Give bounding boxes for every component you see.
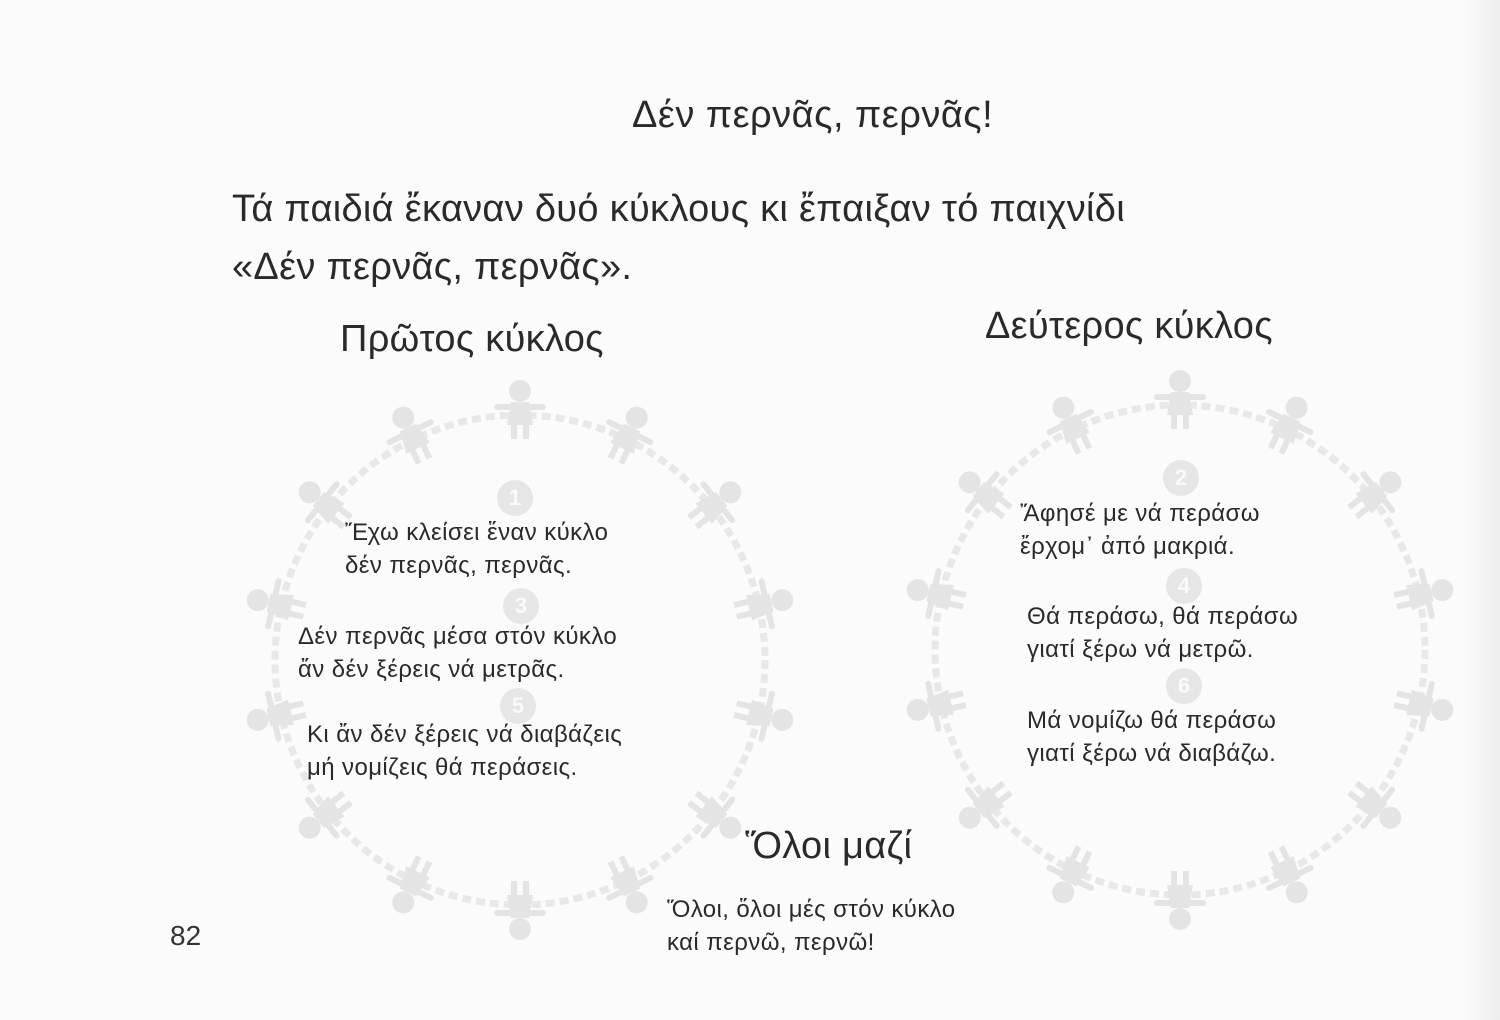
- child-figure-icon: [494, 881, 546, 940]
- verse-line: Θά περάσω, θά περάσω: [1027, 603, 1299, 630]
- child-figure-icon: [285, 777, 364, 854]
- verse-line: ἔρχομ᾽ ἀπό μακριά.: [1020, 533, 1236, 560]
- verse-number-badge: 4: [1166, 568, 1202, 604]
- verse-line: γιατί ξέρω νά μετρῶ.: [1027, 636, 1254, 663]
- all-together-verse: [667, 893, 956, 959]
- second-circle-heading: Δεύτερος κύκλος: [985, 305, 1273, 347]
- verse-number-badge: 6: [1166, 668, 1202, 704]
- verse-line: καί περνῶ, περνῶ!: [667, 929, 875, 956]
- child-figure-icon: [1154, 871, 1206, 930]
- verse-line: Κι ἄν δέν ξέρεις νά διαβάζεις: [307, 721, 623, 748]
- intro-line: «Δέν περνᾶς, περνᾶς».: [232, 246, 633, 288]
- verse-line: γιατί ξέρω νά διαβάζω.: [1027, 740, 1277, 767]
- verse-1: [345, 516, 608, 582]
- verse-number-badge: 5: [500, 688, 536, 724]
- all-together-heading: Ὅλοι μαζί: [745, 825, 913, 867]
- verse-line: Ἔχω κλείσει ἕναν κύκλο: [345, 519, 609, 546]
- child-figure-icon: [1252, 386, 1324, 462]
- intro-paragraph: [232, 180, 1125, 296]
- child-figure-icon: [677, 465, 756, 542]
- child-figure-icon: [375, 848, 447, 924]
- verse-number-badge: 1: [497, 480, 533, 516]
- child-figure-icon: [494, 380, 546, 439]
- child-figure-icon: [1035, 386, 1107, 462]
- page-title: Δέν περνᾶς, περνᾶς!: [632, 94, 994, 136]
- verse-6: [1027, 704, 1276, 770]
- verse-2: [1020, 497, 1260, 563]
- child-figure-icon: [1337, 455, 1416, 532]
- verse-line: Μά νομίζω θά περάσω: [1027, 707, 1277, 734]
- verse-number-badge: 3: [503, 588, 539, 624]
- verse-5: [307, 718, 622, 784]
- verse-line: Ὅλοι, ὅλοι μές στόν κύκλο: [667, 896, 956, 923]
- verse-line: Ἄφησέ με νά περάσω: [1020, 500, 1260, 527]
- verse-line: μή νομίζεις θά περάσεις.: [307, 754, 578, 781]
- verse-number-badge: 2: [1163, 460, 1199, 496]
- verse-4: [1027, 600, 1298, 666]
- child-figure-icon: [945, 455, 1024, 532]
- first-circle-heading: Πρῶτος κύκλος: [340, 318, 604, 360]
- child-figure-icon: [677, 777, 756, 854]
- intro-line: Τά παιδιά ἔκαναν δυό κύκλους κι ἔπαιξαν τό παιχνίδι: [232, 188, 1125, 230]
- verse-line: ἄν δέν ξέρεις νά μετρᾶς.: [298, 656, 565, 683]
- child-figure-icon: [1337, 767, 1416, 844]
- verse-line: δέν περνᾶς, περνᾶς.: [345, 552, 573, 579]
- verse-3: [298, 620, 617, 686]
- page-number: 82: [170, 920, 202, 951]
- child-figure-icon: [945, 767, 1024, 844]
- child-figure-icon: [1252, 838, 1324, 914]
- child-figure-icon: [592, 848, 664, 924]
- verse-line: Δέν περνᾶς μέσα στόν κύκλο: [298, 623, 618, 650]
- child-figure-icon: [375, 396, 447, 472]
- child-figure-icon: [1035, 838, 1107, 914]
- child-figure-icon: [592, 396, 664, 472]
- child-figure-icon: [1154, 370, 1206, 429]
